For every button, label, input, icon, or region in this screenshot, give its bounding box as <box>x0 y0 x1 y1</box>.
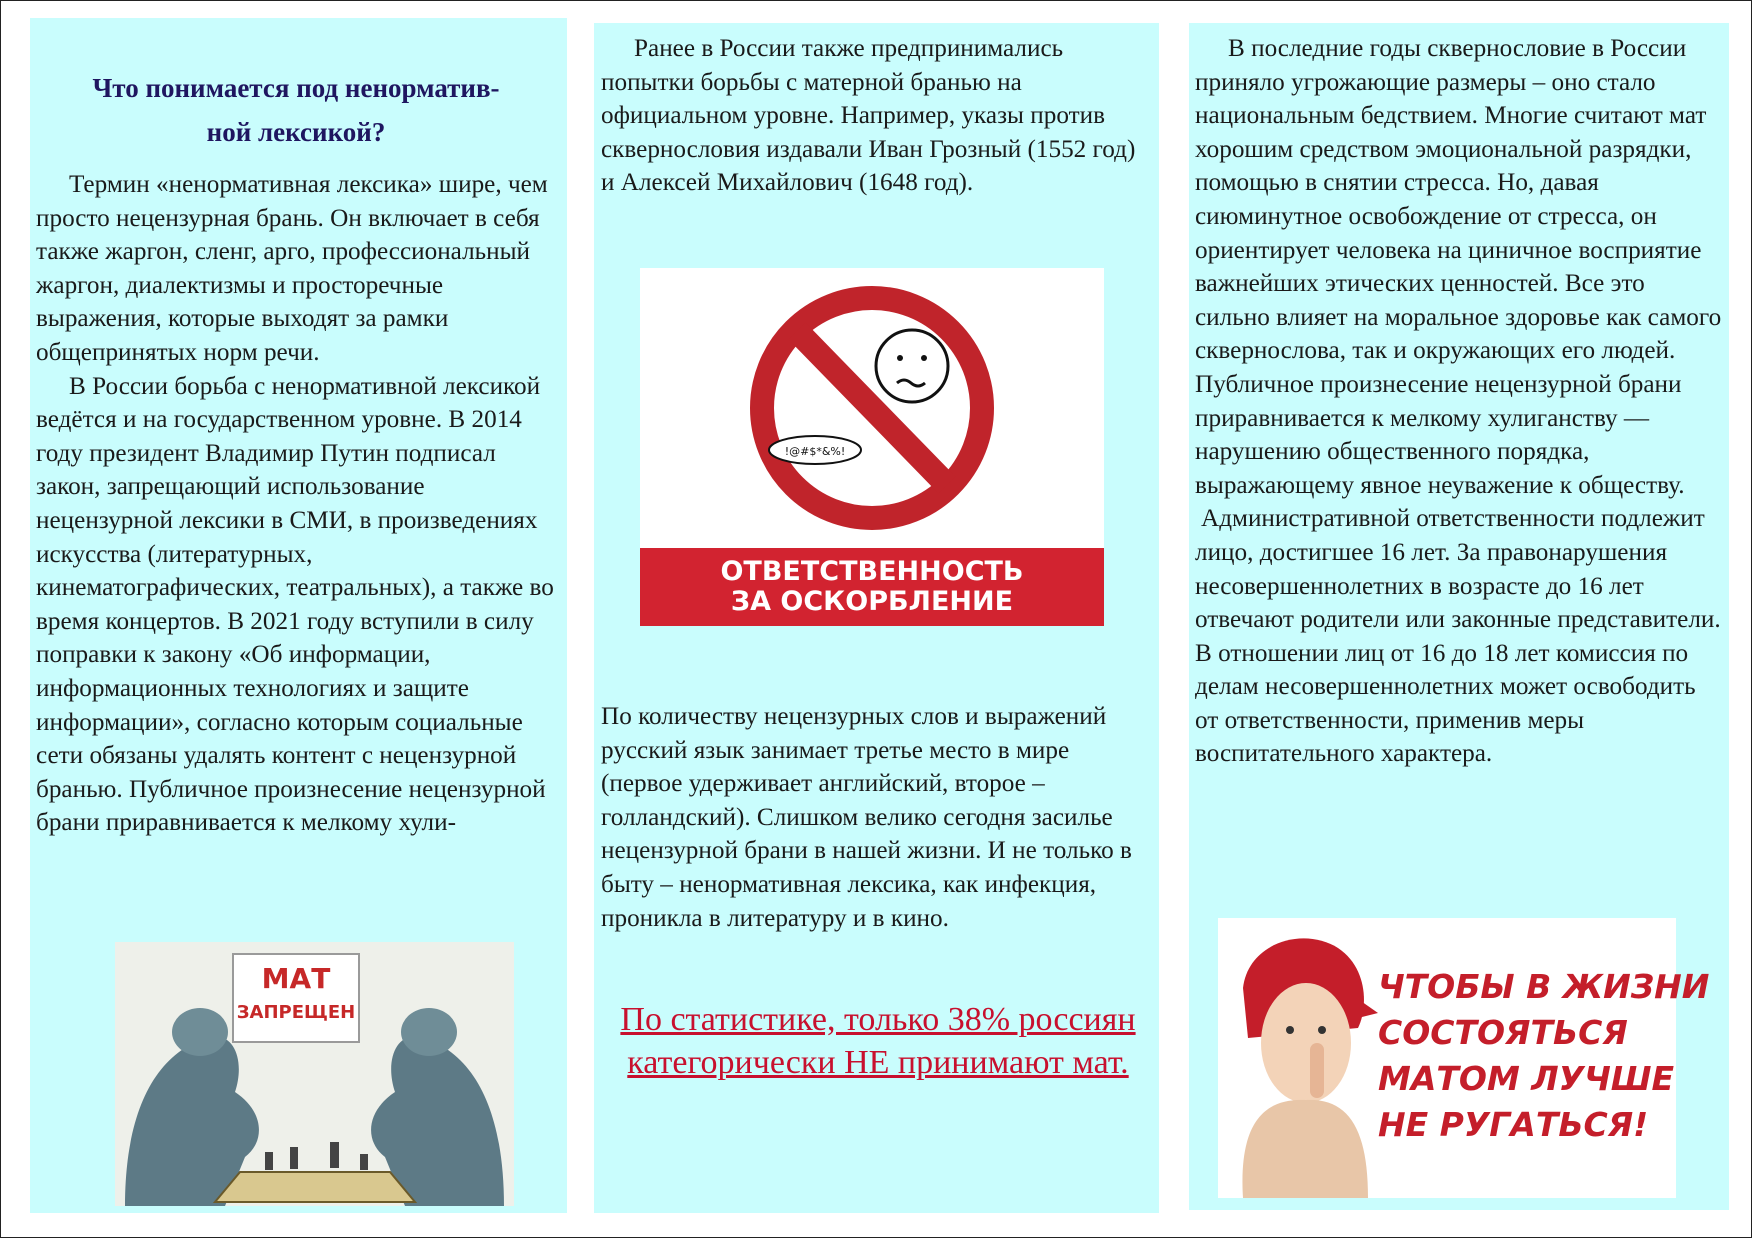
poster-line3: МАТОМ ЛУЧШЕ <box>1378 1059 1675 1098</box>
heading-text: Что понимается под ненорматив- ной лексикой? <box>92 73 500 147</box>
cartoon-sign-line2: ЗАПРЕЩЕН <box>236 1002 356 1023</box>
poster-line2: СОСТОЯТЬСЯ <box>1378 1013 1628 1052</box>
paragraph: В России борьба с ненормативной лексикой ведётся и на государственном уровне. В 2014 году президент Владимир Путин подписал закон, запрещающий использование нецензурной лексики в СМИ, в произведениях искусства (литературных, кинематографических, театральных), а также во время концертов. В 2021 году вступили в силу поправки к закону «Об информации, информационных технологиях и защите информации», согласно которым социальные сети обязаны удалять контент с нецензурной бранью. Публичное произнесение нецензурной брани приравнивается к мелкому хули- <box>36 372 554 837</box>
right-panel-text <box>1195 32 1725 771</box>
poster-line4: НЕ РУГАТЬСЯ! <box>1378 1105 1649 1144</box>
paragraph: Административной ответственности подлежит лицо, достигшее 16 лет. За правонарушения несовершеннолетних в возрасте до 16 лет отвечают родители или законные представители. В отношении лиц от 16 до 18 лет комиссия по делам несовершеннолетних может освободить от ответственности, применив меры воспитательного характера. <box>1195 505 1721 768</box>
poster-image <box>1218 918 1710 1198</box>
paragraph: Термин «ненормативная лексика» шире, чем просто нецензурная брань. Он включает в себя также жаргон, сленг, арго, профессиональный жаргон, диалектизмы и просторечные выражения, которые выходят за рамки общепринятых норм речи. <box>36 171 548 366</box>
statistic-callout: По статистике, только 38% россиян категорически НЕ принимают мат. <box>620 1001 1136 1081</box>
cartoon-sign-line1: МАТ <box>261 962 331 995</box>
sign-caption-line1: ОТВЕТСТВЕННОСТЬ <box>720 556 1024 587</box>
middle-panel-body <box>601 700 1155 935</box>
sign-caption-line2: ЗА ОСКОРБЛЕНИЕ <box>730 586 1014 617</box>
paragraph: Ранее в России также предпринимались попытки борьбы с матерной бранью на официальном уровне. Например, указы против сквернословия издавали Иван Грозный (1552 год) и Алексей Михайлович (1648 год). <box>601 35 1136 197</box>
middle-panel-intro <box>601 32 1155 200</box>
poster-line1: ЧТОБЫ В ЖИЗНИ <box>1378 967 1710 1006</box>
paragraph: В последние годы сквернословие в России приняло угрожающие размеры – оно стало национальным бедствием. Многие считают мат хорошим средством эмоциональной разрядки, помощью в снятии стресса. Но, давая сиюминутное освобождение от стресса, он ориентирует человека на циничное восприятие важнейших этических ценностей. Все это сильно влияет на моральное здоровье как самого сквернослова, так и окружающих его людей. Публичное произнесение нецензурной брани приравнивается к мелкому хулиганству — нарушению общественного порядка, выражающему явное неуважение к обществу. <box>1195 35 1722 499</box>
prohibition-sign-image <box>640 268 1104 626</box>
left-panel-text <box>36 168 560 840</box>
bubble-text: !@#$*&%! <box>784 445 846 458</box>
chess-cartoon-image <box>115 942 514 1206</box>
paragraph: По количеству нецензурных слов и выражений русский язык занимает третье место в мире (первое удерживает английский, второе – голландский). Слишком велико сегодня засилье нецензурной брани в нашей жизни. И не только в быту – ненормативная лексика, как инфекция, проникла в литературу и в кино. <box>601 703 1132 932</box>
panel-heading <box>36 66 556 154</box>
